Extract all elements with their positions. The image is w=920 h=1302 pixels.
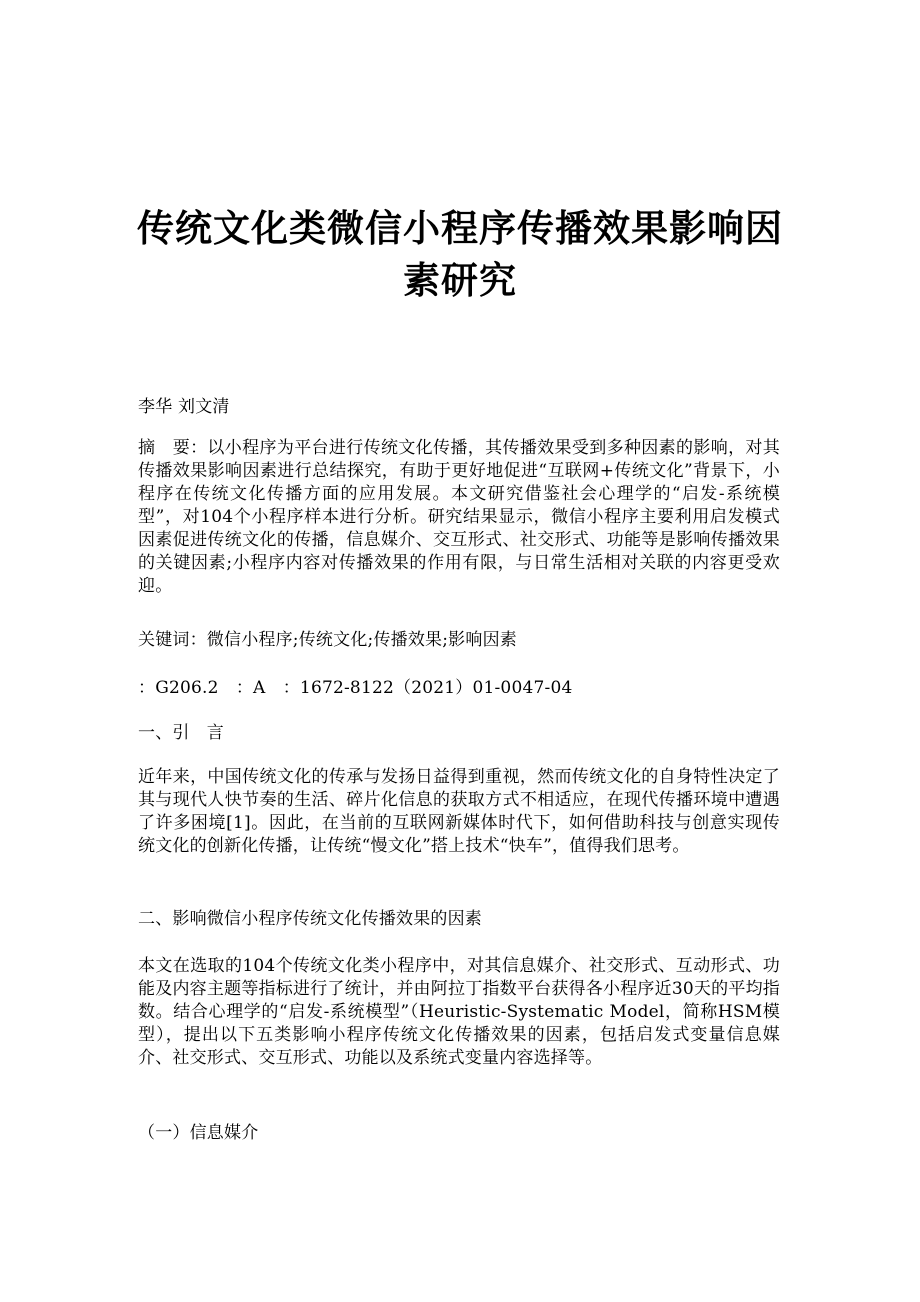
classification-line: ：G206.2 ：A ：1672-8122（2021）01-0047-04 [138, 678, 573, 698]
factors-paragraph: 本文在选取的104个传统文化类小程序中，对其信息媒介、社交形式、互动形式、功能及内容主题等指标进行了统计，并由阿拉丁指数平台获得各小程序近30天的平均指数。结合心理学的“启发-系统模型”（Heuristic-Systematic Model，简称HSM模型），提出以下五类影响小程序传统文化传播效果的因素，包括启发式变量信息媒介、社交形式、交互形式、功能以及系统式变量内容选择等。 [138, 956, 780, 1068]
section-heading-introduction: 一、引 言 [138, 723, 224, 743]
introduction-paragraph: 近年来，中国传统文化的传承与发扬日益得到重视，然而传统文化的自身特性决定了其与现代人快节奏的生活、碎片化信息的获取方式不相适应，在现代传播环境中遭遇了许多困境[1]。因此，在当前的互联网新媒体时代下，如何借助科技与创意实现传统文化的创新化传播，让传统“慢文化”搭上技术“快车”，值得我们思考。 [138, 767, 780, 856]
keywords-line: 关键词：微信小程序;传统文化;传播效果;影响因素 [138, 630, 517, 650]
section-heading-factors: 二、影响微信小程序传统文化传播效果的因素 [138, 909, 482, 929]
abstract-paragraph: 摘 要：以小程序为平台进行传统文化传播，其传播效果受到多种因素的影响，对其传播效果影响因素进行总结探究，有助于更好地促进“互联网+传统文化”背景下，小程序在传统文化传播方面的应用发展。本文研究借鉴社会心理学的“启发-系统模型”，对104个小程序样本进行分析。研究结果显示，微信小程序主要利用启发模式因素促进传统文化的传播，信息媒介、交互形式、社交形式、功能等是影响传播效果的关键因素;小程序内容对传播效果的作用有限，与日常生活相对关联的内容更受欢迎。 [138, 438, 780, 596]
subsection-heading-information-media: （一）信息媒介 [138, 1123, 259, 1143]
author-line: 李华 刘文清 [138, 397, 230, 417]
document-title: 传统文化类微信小程序传播效果影响因素研究 [137, 206, 783, 302]
